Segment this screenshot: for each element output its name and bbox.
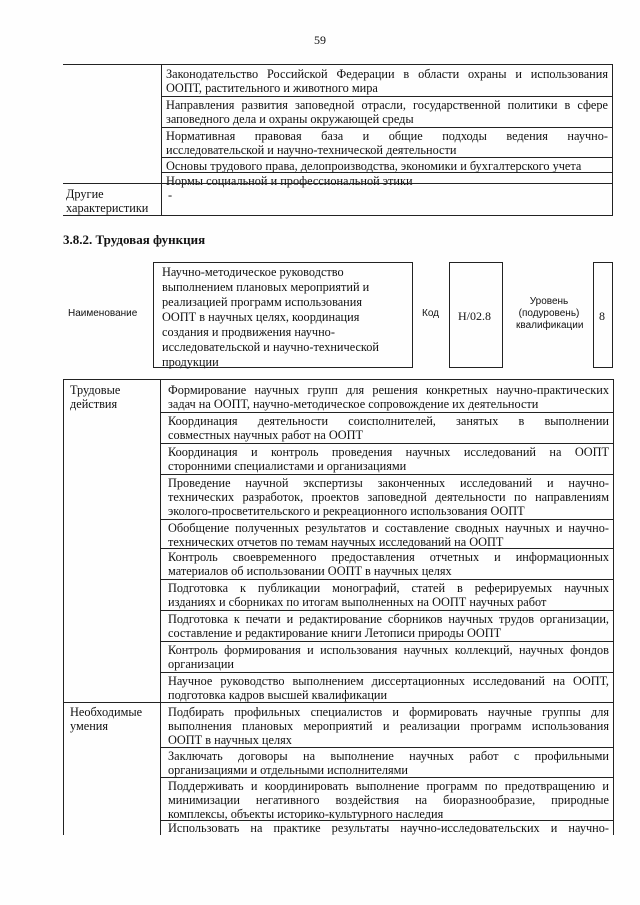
knowledge-row: Нормы социальной и профессиональной этики bbox=[166, 174, 413, 188]
name-label: Наименование bbox=[68, 308, 138, 319]
knowledge-row: Законодательство Российской Федерации в области охраны и использования ООПТ, растительного и животного мира bbox=[166, 67, 608, 95]
table-row: Контроль своевременного предоставления отчетных и информационных материалов об использовании ООПТ в научных целях bbox=[168, 550, 609, 578]
labor-actions-table bbox=[63, 379, 614, 835]
section-heading: 3.8.2. Трудовая функция bbox=[63, 232, 206, 247]
code-value: Н/02.8 bbox=[458, 309, 491, 323]
level-value: 8 bbox=[599, 309, 605, 323]
function-name-box bbox=[153, 262, 413, 368]
table-row: Научное руководство выполнением диссертационных исследований на ООПТ, подготовка кадров высшей квалификации bbox=[168, 674, 609, 702]
table-row: Обобщение полученных результатов и составление сводных научных и научно- технических отчетов по темам научных исследований на ООПТ bbox=[168, 521, 609, 549]
table-row: Координация и контроль проведения научных исследований на ООПТ сторонними специалистами и организациями bbox=[168, 445, 609, 473]
knowledge-row: Направления развития заповедной отрасли, государственной политики в сфере заповедного дела и охраны окружающей среды bbox=[166, 98, 608, 126]
labor-actions-label: Трудовые действия bbox=[70, 383, 121, 411]
table-row: Подготовка к печати и редактирование сборников научных трудов организации, составление и редактирование книги Летописи природы ООПТ bbox=[168, 612, 609, 640]
code-box bbox=[449, 262, 503, 368]
table-row: Заключать договоры на выполнение научных работ с профильными организациями и отдельными исполнителями bbox=[168, 749, 609, 777]
knowledge-row: Основы трудового права, делопроизводства, экономики и бухгалтерского учета bbox=[166, 159, 582, 173]
table-row: Использовать на практике результаты научно-исследовательских и научно- bbox=[168, 821, 609, 835]
other-characteristics-value: - bbox=[168, 188, 173, 202]
table-row: Подбирать профильных специалистов и формировать научные группы для выполнения плановых мероприятий и реализации программ использования ООПТ в научных целях bbox=[168, 705, 609, 747]
code-label: Код bbox=[422, 308, 440, 319]
table-row: Проведение научной экспертизы законченных исследований и научно- технических разработок, проектов заповедной деятельности по направлениям эколого-просветительского и рекреационного использования ООПТ bbox=[168, 476, 609, 518]
knowledge-table bbox=[63, 64, 613, 216]
level-box bbox=[593, 262, 613, 368]
function-name-text: Научно-методическое руководство выполнением плановых мероприятий и реализацией программ использования ООПТ в научных целях, координация создания и продвижения научно- исследовательской и научно-технической продукции bbox=[162, 265, 379, 369]
table-row: Подготовка к публикации монографий, статей в реферируемых научных изданиях и сборниках по итогам выполненных на ООПТ научных работ bbox=[168, 581, 609, 609]
level-label: Уровень (подуровень) квалификации bbox=[516, 296, 584, 331]
table-row: Поддерживать и координировать выполнение программ по предотвращению и минимизации негативного воздействия на биоразнообразие, природные комплексы, объекты историко-культурного наследия bbox=[168, 779, 609, 821]
table-row: Координация деятельности соисполнителей, занятых в выполнении совместных научных работ на ООПТ bbox=[168, 414, 609, 442]
page-number: 59 bbox=[314, 33, 326, 47]
table-row: Контроль формирования и использования научных коллекций, научных фондов организации bbox=[168, 643, 609, 671]
skills-label: Необходимые умения bbox=[70, 705, 143, 733]
knowledge-row: Нормативная правовая база и общие подходы ведения научно- исследовательской и научно-технической деятельности bbox=[166, 129, 608, 157]
table-row: Формирование научных групп для решения конкретных научно-практических задач на ООПТ, научно-методическое сопровождение их деятельности bbox=[168, 383, 609, 411]
other-characteristics-label: Другие характеристики bbox=[66, 187, 149, 215]
